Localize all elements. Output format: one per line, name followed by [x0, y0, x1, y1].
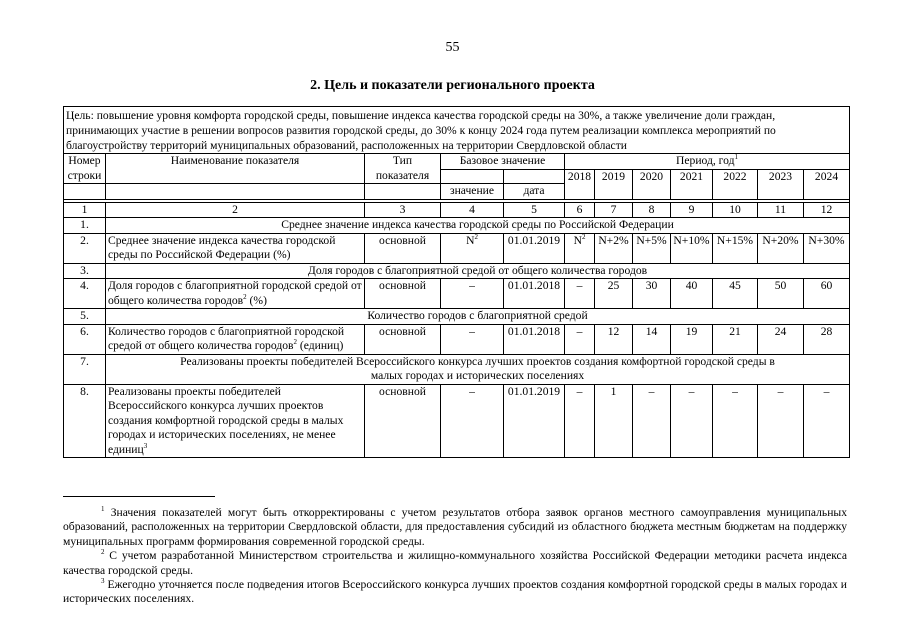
row-number: 5. — [64, 309, 106, 325]
header-year: 2021 — [671, 169, 713, 199]
footnote-mark: 2 — [293, 338, 297, 347]
base-date: 01.01.2019 — [504, 233, 565, 263]
year-value: – — [758, 384, 804, 458]
column-number: 1 — [64, 202, 106, 218]
footnote — [63, 506, 847, 549]
footnote-number: 1 — [101, 505, 105, 514]
column-number: 4 — [441, 202, 504, 218]
column-number: 2 — [106, 202, 365, 218]
header-year: 2023 — [758, 169, 804, 199]
header-spacer — [365, 184, 441, 200]
base-value: – — [441, 279, 504, 309]
header-period — [565, 154, 850, 170]
base-value: – — [441, 384, 504, 458]
header-year: 2019 — [595, 169, 633, 199]
footnote-mark: 3 — [143, 442, 148, 451]
section-heading: Среднее значение индекса качества городской среды по Российской Федерации — [106, 218, 850, 234]
column-number: 5 — [504, 202, 565, 218]
table-row-section — [64, 354, 850, 384]
indicator-type: основной — [365, 324, 441, 354]
header-period-label: Период, год — [676, 154, 735, 168]
year-value: 14 — [633, 324, 671, 354]
header-base-value-date: дата — [504, 184, 565, 200]
base-date: 01.01.2018 — [504, 279, 565, 309]
indicator-unit: (%) — [246, 293, 267, 307]
column-number: 9 — [671, 202, 713, 218]
year-value — [565, 233, 595, 263]
section-heading: Количество городов с благоприятной средой — [106, 309, 850, 325]
indicator-type: основной — [365, 384, 441, 458]
footnote-mark: 2 — [581, 233, 586, 242]
year-value: N+30% — [804, 233, 850, 263]
header-spacer — [106, 184, 365, 200]
year-value: 40 — [671, 279, 713, 309]
indicator-name-text: Доля городов с благоприятной городской средой от общего количества городов — [108, 279, 362, 307]
section-heading: Реализованы проекты победителей Всероссийского конкурса лучших проектов создания комфортной городской среды в малых городах и исторических поселениях — [106, 354, 850, 384]
column-number: 12 — [804, 202, 850, 218]
year-value: – — [633, 384, 671, 458]
year-value: 28 — [804, 324, 850, 354]
header-base-value: Базовое значение — [441, 154, 565, 170]
footnote-mark: 2 — [243, 293, 247, 302]
table-row — [64, 384, 850, 458]
section-title: 2. Цель и показатели регионального проекта — [310, 78, 595, 93]
header-base-value-value: значение — [441, 184, 504, 200]
year-value: 24 — [758, 324, 804, 354]
table-row — [64, 324, 850, 354]
table-row — [64, 279, 850, 309]
indicator-unit: (единиц) — [297, 339, 344, 353]
indicator-type: основной — [365, 233, 441, 263]
footnote-mark: 2 — [474, 233, 478, 242]
base-value — [441, 233, 504, 263]
table-row-section — [64, 309, 850, 325]
base-value-text: N — [466, 233, 475, 247]
year-value-text: N — [573, 233, 582, 247]
year-value: – — [713, 384, 758, 458]
year-value: 50 — [758, 279, 804, 309]
year-value: 60 — [804, 279, 850, 309]
header-year: 2022 — [713, 169, 758, 199]
indicator-name: Среднее значение индекса качества городской среды по Российской Федерации (%) — [106, 233, 365, 263]
indicator-name — [106, 384, 365, 458]
year-value: 25 — [595, 279, 633, 309]
year-value: N+10% — [671, 233, 713, 263]
footnote-number: 3 — [101, 577, 105, 586]
year-value: N+5% — [633, 233, 671, 263]
column-number: 3 — [365, 202, 441, 218]
column-number: 6 — [565, 202, 595, 218]
row-number: 6. — [64, 324, 106, 354]
header-base-spacer — [504, 169, 565, 184]
indicator-name — [106, 279, 365, 309]
header-spacer — [64, 184, 106, 200]
header-year: 2024 — [804, 169, 850, 199]
footnote-text: Ежегодно уточняется после подведения итогов Всероссийского конкурса лучших проектов создания комфортной городской среды в малых городах и исторических поселениях. — [63, 578, 847, 606]
header-row-1 — [64, 154, 850, 170]
header-row-number: Номер строки — [64, 154, 106, 184]
indicators-table — [63, 106, 850, 458]
year-value: – — [565, 384, 595, 458]
table-row-section — [64, 218, 850, 234]
year-value: 45 — [713, 279, 758, 309]
year-value: 21 — [713, 324, 758, 354]
section-heading: Доля городов с благоприятной средой от общего количества городов — [106, 263, 850, 279]
column-number: 10 — [713, 202, 758, 218]
indicator-type: основной — [365, 279, 441, 309]
row-number: 7. — [64, 354, 106, 384]
year-value: 12 — [595, 324, 633, 354]
column-number: 7 — [595, 202, 633, 218]
base-date: 01.01.2018 — [504, 324, 565, 354]
year-value: 30 — [633, 279, 671, 309]
row-number: 1. — [64, 218, 106, 234]
footnote-separator — [63, 496, 215, 497]
indicator-name-text: Количество городов с благоприятной городской средой от общего количества городов — [108, 324, 345, 353]
year-value: N+15% — [713, 233, 758, 263]
header-base-spacer — [441, 169, 504, 184]
year-value: – — [565, 324, 595, 354]
base-date: 01.01.2019 — [504, 384, 565, 458]
row-number: 8. — [64, 384, 106, 458]
year-value: 1 — [595, 384, 633, 458]
year-value: N+20% — [758, 233, 804, 263]
header-indicator-name: Наименование показателя — [106, 154, 365, 184]
page-number: 55 — [445, 40, 460, 55]
year-value: 19 — [671, 324, 713, 354]
year-value: – — [565, 279, 595, 309]
header-year: 2018 — [565, 169, 595, 199]
header-indicator-type: Тип показателя — [365, 154, 441, 184]
row-number: 3. — [64, 263, 106, 279]
header-period-footnote-mark: 1 — [734, 153, 739, 162]
footnote-number: 2 — [101, 548, 105, 557]
footnote-text: Значения показателей могут быть откорректированы с учетом результатов отбора заявок органов местного самоуправления муниципальных образований, расположенных на территории Свердловской области, для предоставления субсидий из областного бюджета местным бюджетам на поддержку муниципальных программ формирования современной городской среды. — [63, 506, 847, 548]
goal-row — [64, 107, 850, 154]
column-numbers-row — [64, 202, 850, 218]
base-value: – — [441, 324, 504, 354]
column-number: 8 — [633, 202, 671, 218]
footnotes — [63, 506, 847, 607]
year-value: N+2% — [595, 233, 633, 263]
footnote — [63, 578, 847, 607]
row-number: 4. — [64, 279, 106, 309]
table-row — [64, 233, 850, 263]
year-value: – — [804, 384, 850, 458]
header-year: 2020 — [633, 169, 671, 199]
indicator-name-text: Реализованы проекты победителей Всероссийского конкурса лучших проектов создания комфортной городской среды в малых городах и исторических поселениях, не менее единиц — [108, 384, 344, 456]
indicator-name — [106, 324, 365, 354]
goal-text: Цель: повышение уровня комфорта городской среды, повышение индекса качества городской среды на 30%, а также увеличение доли граждан, принимающих участие в решении вопросов развития городской среды, до 30% к концу 2024 года путем реализации комплекса мероприятий по благоустройству территорий муниципальных образований, расположенных на территории Свердловской области — [64, 107, 850, 154]
year-value: – — [671, 384, 713, 458]
footnote — [63, 549, 847, 578]
table-row-section — [64, 263, 850, 279]
column-number: 11 — [758, 202, 804, 218]
footnote-text: С учетом разработанной Министерством строительства и жилищно-коммунального хозяйства Российской Федерации методики расчета индекса качества городской среды. — [63, 549, 847, 577]
row-number: 2. — [64, 233, 106, 263]
